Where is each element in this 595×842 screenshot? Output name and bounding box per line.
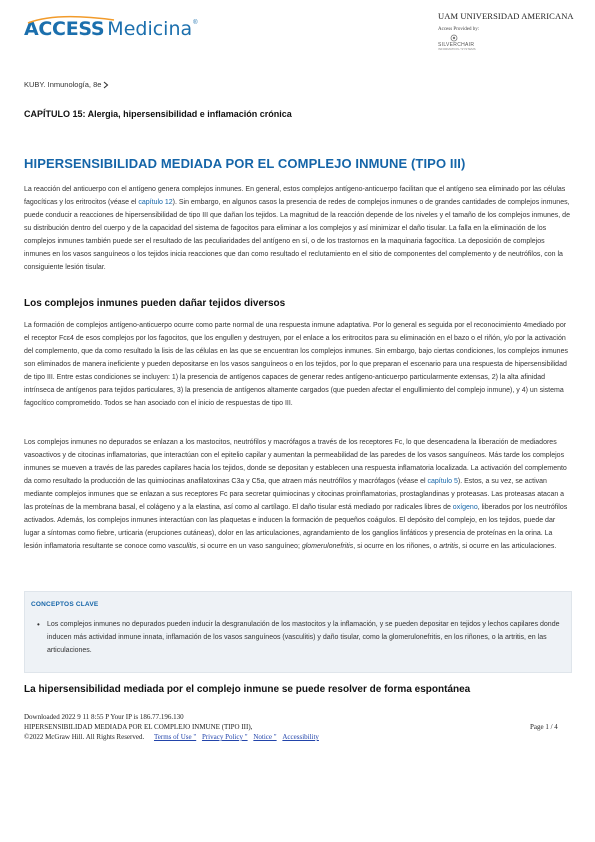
- key-concept-item: [37, 619, 567, 657]
- paragraph-complex-formation: La formación de complejos antígeno-anticuerpo ocurre como parte normal de una respuesta inmune adaptativa. Por lo general es seguida por el reconocimiento 4mediado por el receptor Fcɛ4 de esos complejos por los fagocitos, que los engullen y destruyen, por el enlace a los eritrocitos para su eliminación en el bazo o el riñón, y/o por la activación del complemento, que da como resultado la lisis de las células en las que se encuentran los complejos inmunes. Sin embargo, bajo ciertas condiciones, los complejos inmunes son eliminados de manera ineficiente y pueden depositarse en los vasos sanguíneos o en los tejidos, por lo que preparan el escenario para una respuesta de hipersensibilidad de tipo III. Entre estas condiciones se incluyen: 1) la presencia de antígenos capaces de generar redes antígeno-anticuerpo particularmente extensas, 2) la alta afinidad intrínseca de antígenos para tejidos particulares, 3) la presencia de antígenos altamente cargados (que pueden afectar el engullimiento del complejo inmune), y 4) un sistema fagocítico comprometido. Todos se han asociado con el inicio de respuestas de tipo III.: [24, 322, 568, 407]
- accessmedicina-logo[interactable]: [24, 12, 198, 40]
- notice-link[interactable]: Notice ": [253, 733, 277, 741]
- paragraph-text: , si ocurre en las articulaciones.: [458, 543, 557, 550]
- footer-copyright-line: [24, 733, 319, 741]
- paragraph-text: , liberados por los neutrófilos activados. Además, los complejos inmunes interactúan con las plaquetas e inducen la formación de pequeños coágulos. El depósito del complejo, en los tejidos, puede dar lugar a síntomas como fiebre, urticaria (erupciones cutáneas), dolor en las articulaciones, agrandamiento de los ganglios linfáticos y presencia de proteínas en la orina. La lesión inflamatoria resultante se conoce como: [24, 504, 568, 550]
- breadcrumb[interactable]: [24, 80, 109, 89]
- paragraph-text: , si ocurre en un vaso sanguíneo;: [196, 543, 302, 550]
- section-title: HIPERSENSIBILIDAD MEDIADA POR EL COMPLEJO INMUNE (TIPO III): [24, 156, 466, 171]
- institution-name: UAM UNIVERSIDAD AMERICANA: [438, 11, 574, 21]
- paragraph-uncleared-complexes: [24, 436, 572, 553]
- access-provided-by: Access Provided by:: [438, 27, 480, 32]
- page-number: Page 1 / 4: [530, 723, 558, 731]
- logo-registered-mark: ®: [193, 20, 198, 26]
- oxigeno-link[interactable]: oxígeno: [452, 504, 478, 511]
- chapter-12-link[interactable]: capítulo 12: [138, 199, 173, 206]
- logo-medicina-text: Medicina: [107, 18, 193, 40]
- paragraph-text: , si ocurre en los riñones, o: [353, 543, 440, 550]
- term-glomerulonefritis: glomerulonefritis: [301, 543, 354, 550]
- subheading-spontaneous-resolution: La hipersensibilidad mediada por el complejo inmune se puede resolver de forma espontánea: [24, 684, 471, 695]
- accessibility-link[interactable]: Accessibility: [282, 733, 319, 741]
- paragraph-text: La reacción del anticuerpo con el antígeno genera complejos inmunes. En general, estos complejos antígeno-anticuerpo facilitan que el antígeno sea eliminado por las células fagocíticas y los eritrocitos (véase el: [24, 186, 566, 206]
- term-artritis: artritis: [439, 543, 459, 550]
- key-concept-text: Los complejos inmunes no depurados pueden inducir la desgranulación de los mastocitos y la inflamación, y se pueden depositar en tejidos y lechos capilares donde inducen más actividad inmune innata, inflamación de los vasos sanguíneos (vasculitis) y daño tisular, como la glomerulonefritis, en los riñones, o la artritis, en las articulaciones.: [47, 621, 560, 654]
- key-concepts-title: CONCEPTOS CLAVE: [31, 601, 99, 608]
- silverchair-subtitle: INFORMATION / SYSTEMS: [438, 47, 476, 51]
- logo-swoosh-icon: [26, 14, 116, 24]
- paragraph-intro: [24, 183, 572, 274]
- privacy-policy-link[interactable]: Privacy Policy ": [201, 733, 248, 741]
- term-vasculitis: vasculitis: [167, 543, 197, 550]
- footer-downloaded: Downloaded 2022 9 11 8:55 P Your IP is 186.77.196.130: [24, 713, 184, 721]
- silverchair-name: SILVERCHAIR: [438, 42, 475, 48]
- chapter-title: CAPÍTULO 15: Alergia, hipersensibilidad e inflamación crónica: [24, 109, 292, 119]
- logo-access-text: ACCESS: [24, 18, 105, 40]
- paragraph-text: Los complejos inmunes no depurados se enlazan a los mastocitos, neutrófilos y macrófagos a través de los receptores Fc, lo que desencadena la liberación de mediadores vasoactivos y de citocinas inflamatorias, que interactúan con el epitelio capilar y aumentan la permeabilidad de las paredes de los vasos sanguíneos. Más tarde los complejos inmunes se mueven a través de las paredes capilares hacia los tejidos, donde se depositan y establecen una respuesta inflamatoria localizada. La activación del complemento da como resultado la producción de las quimiocinas anafilatoxinas C3a y C5a, que atraen más neutrófilos y macrófagos (véase el: [24, 439, 567, 485]
- terms-of-use-link[interactable]: Terms of Use ": [153, 733, 197, 741]
- silverchair-logo-icon: [450, 34, 458, 42]
- footer-copyright: ©2022 McGraw Hill. All Rights Reserved.: [24, 733, 145, 741]
- breadcrumb-book[interactable]: KUBY. Inmunología, 8e: [24, 80, 102, 89]
- paragraph-text: ). Sin embargo, en algunos casos la presencia de redes de complejos inmunes o de grandes cantidades de complejos inmunes, puede conducir a reacciones de hipersensibilidad de tipo III que dañan los tejidos. La magnitud de la reacción depende de los niveles y el tamaño de los complejos inmunes, de su distribución dentro del cuerpo y de la capacidad del sistema de fagocitos para eliminar a los complejos y así minimizar el daño tisular. La falla en la eliminación de los complejos inmunes también puede ser el resultado de las peculiaridades del antígeno en sí, o de los trastornos en la maquinaria fagocítica. La deposición de complejos inmunes en los vasos sanguíneos o los tejidos inicia reacciones que dan como resultado el reclutamiento en el sitio de componentes del complemento y de neutrófilos, con la consiguiente lesión tisular.: [24, 199, 570, 271]
- paragraph-text: ). Estos, a su vez, se activan mediante complejos inmunes que se enlazan a sus receptores Fc para secretar quimiocinas y citocinas proinflamatorias, prostaglandinas y proteasas. Las proteasas atacan a las proteínas de la membrana basal, el colágeno y a la elastina, así como al cartílago. El daño tisular está mediado por radicales libres de: [24, 478, 565, 511]
- chevron-right-icon: [103, 81, 109, 89]
- footer-doc-title: HIPERSENSIBILIDAD MEDIADA POR EL COMPLEJO INMUNE (TIPO III),: [24, 723, 253, 731]
- chapter-5-link[interactable]: capítulo 5: [427, 478, 458, 485]
- key-concepts-box: [24, 591, 572, 673]
- bullet-icon: •: [37, 620, 40, 629]
- subheading-tissue-damage: Los complejos inmunes pueden dañar tejidos diversos: [24, 298, 286, 309]
